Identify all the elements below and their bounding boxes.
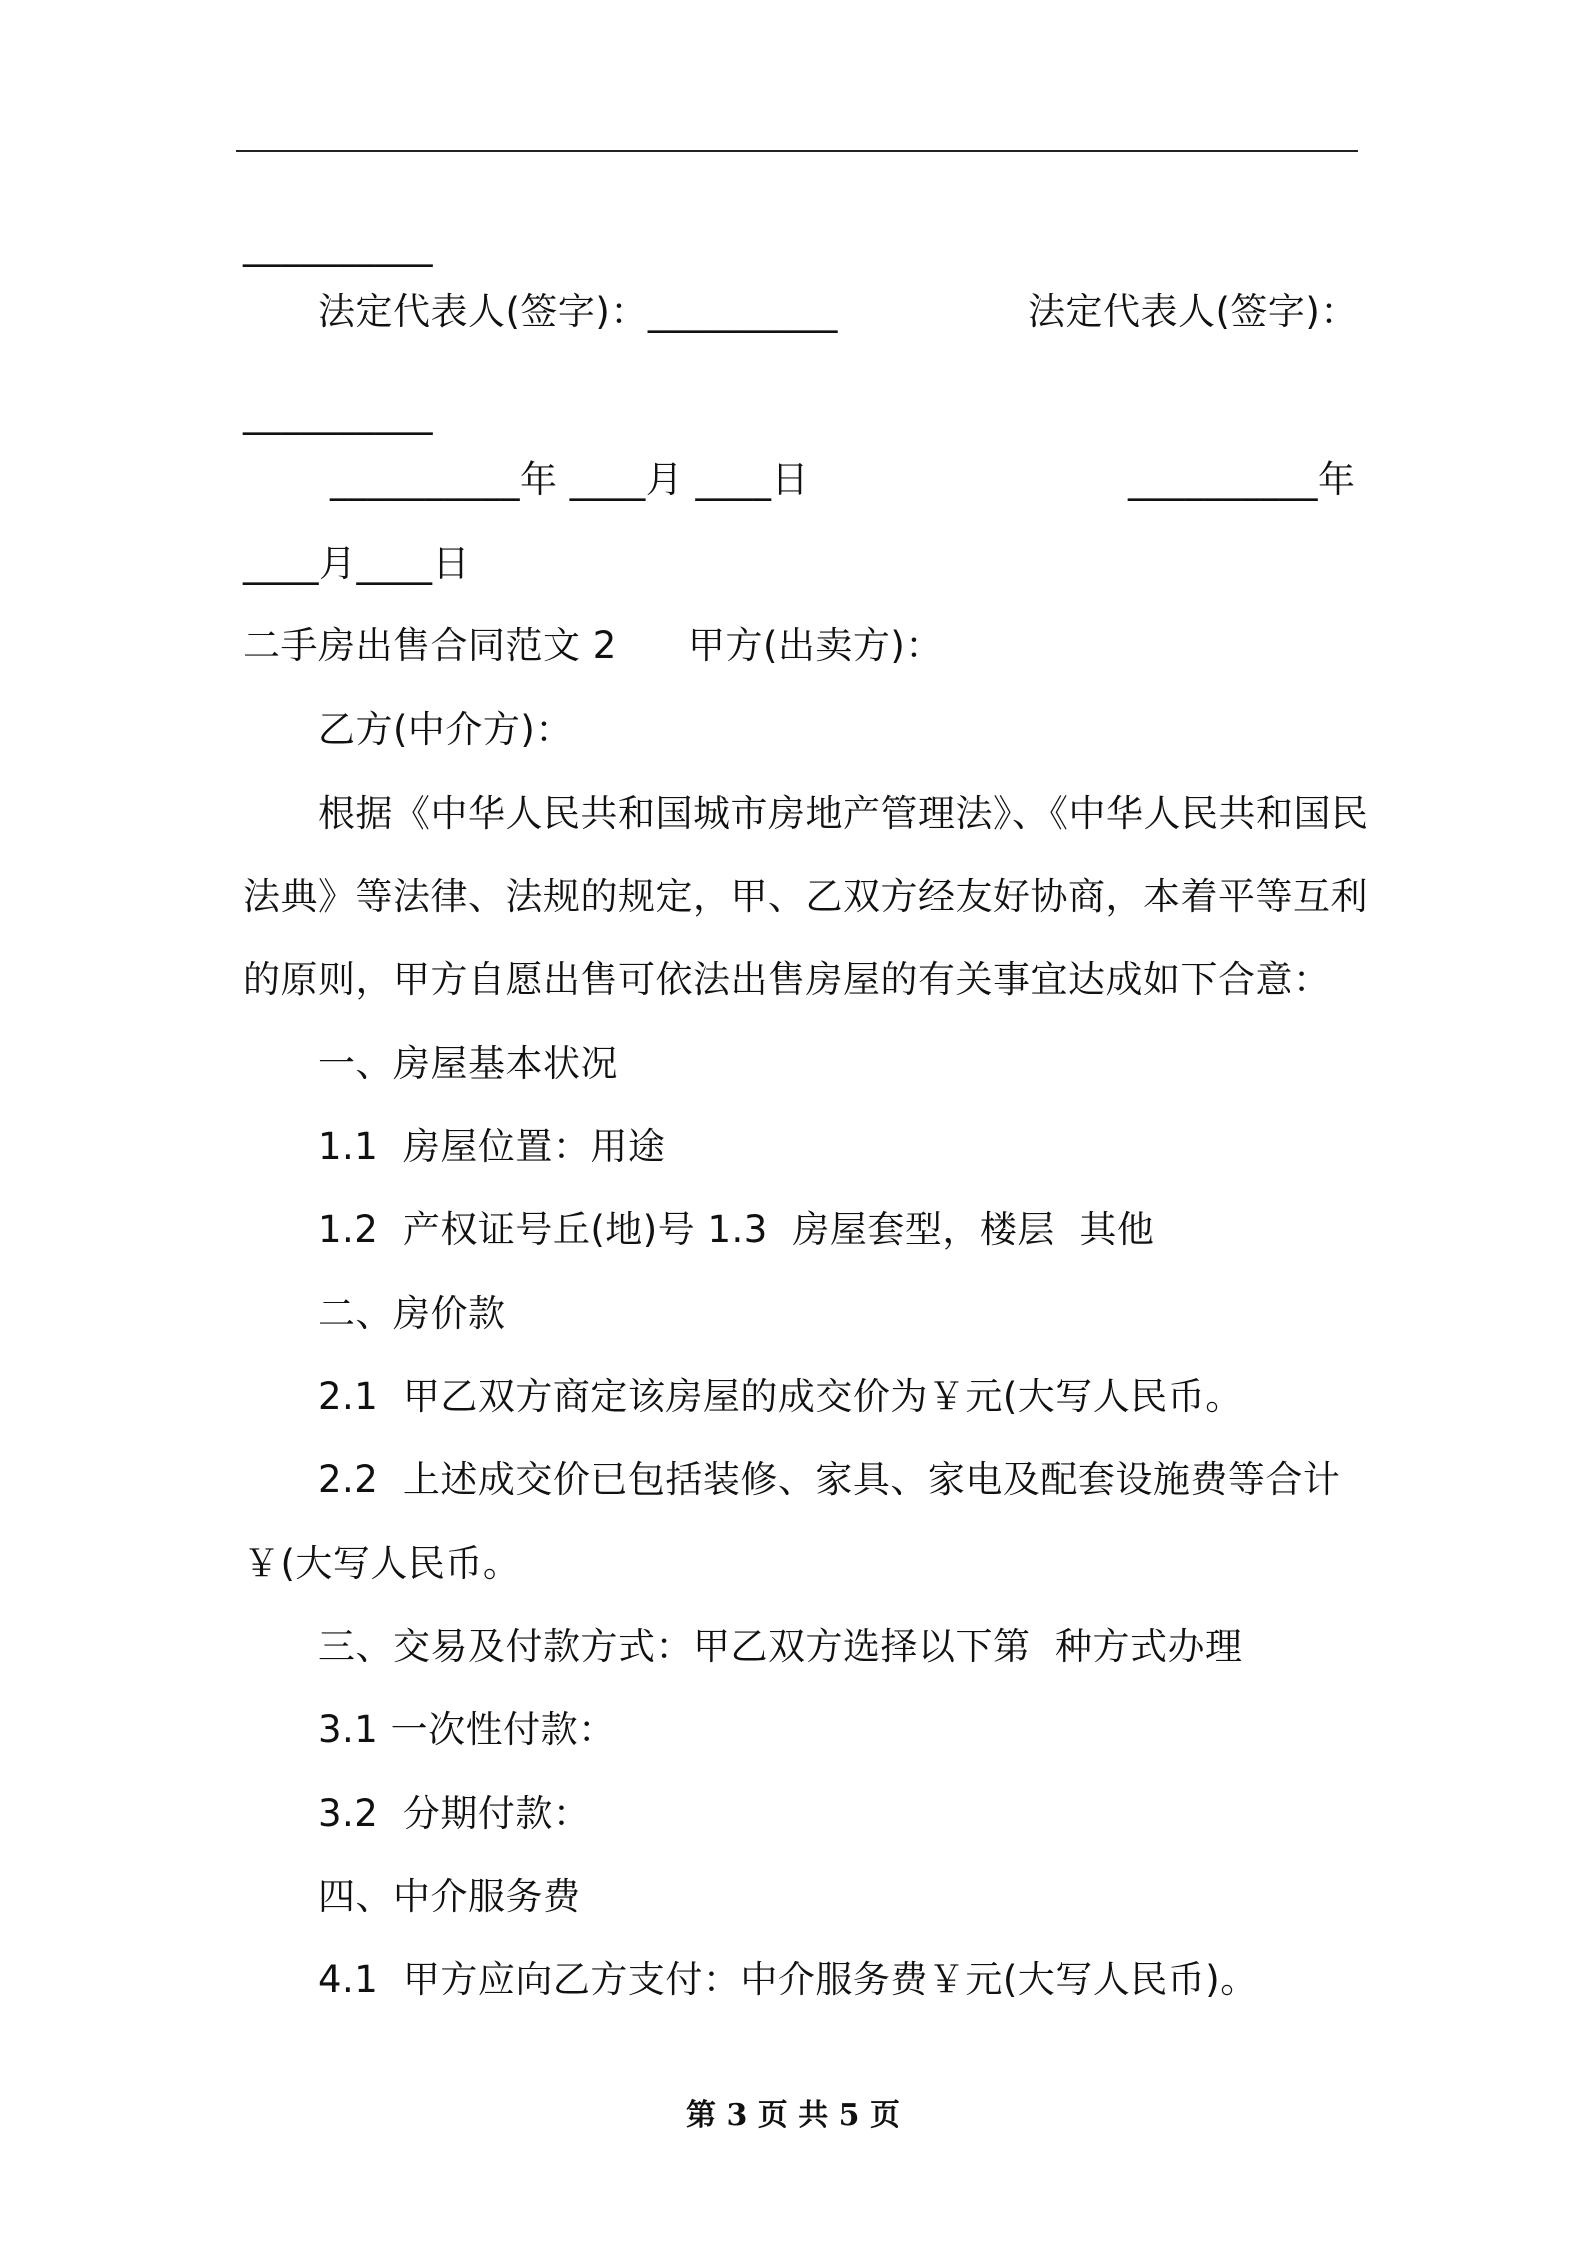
contract-title: 二手房出售合同范文 2	[243, 624, 617, 667]
clause-item: 3.1 一次性付款：	[318, 1708, 616, 1751]
clause-item-continuation: ￥(大写人民币。	[243, 1542, 521, 1585]
preamble-line: 法典》等法律、法规的规定，甲、乙双方经友好协商，本着平等互利	[243, 875, 1368, 918]
section-heading: 一、房屋基本状况	[318, 1042, 618, 1085]
legal-representative-signature-left: 法定代表人(签字)：__________	[318, 290, 838, 333]
clause-item: 4.1 甲方应向乙方支付：中介服务费￥元(大写人民币)。	[318, 1958, 1258, 2001]
page-number-footer: 第 3 页 共 5 页	[686, 2098, 900, 2133]
preamble-line: 根据《中华人民共和国城市房地产管理法》、《中华人民共和国民	[318, 792, 1369, 835]
signature-date-continuation: ____月____日	[243, 542, 470, 585]
section-heading: 二、房价款	[318, 1292, 506, 1335]
header-rule	[236, 150, 1358, 152]
signature-blank-line: __________	[243, 392, 433, 435]
section-heading: 三、交易及付款方式：甲乙双方选择以下第 种方式办理	[318, 1625, 1243, 1668]
signature-blank-line: __________	[243, 224, 433, 267]
legal-representative-signature-right: 法定代表人(签字)：	[1028, 290, 1358, 333]
clause-item: 3.2 分期付款：	[318, 1792, 591, 1835]
clause-item: 1.1 房屋位置：用途	[318, 1125, 666, 1168]
party-a-seller: 甲方(出卖方)：	[688, 624, 943, 667]
preamble-line: 的原则，甲方自愿出售可依法出售房屋的有关事宜达成如下合意：	[243, 958, 1331, 1001]
party-b-agent: 乙方(中介方)：	[318, 708, 573, 751]
clause-item: 1.2 产权证号丘(地)号 1.3 房屋套型，楼层 其他	[318, 1208, 1155, 1251]
section-heading: 四、中介服务费	[318, 1875, 581, 1918]
clause-item: 2.2 上述成交价已包括装修、家具、家电及配套设施费等合计	[318, 1458, 1341, 1501]
signature-date-left: __________年 ____月 ____日	[330, 458, 810, 501]
signature-date-right: __________年	[1128, 458, 1356, 501]
clause-item: 2.1 甲乙双方商定该房屋的成交价为￥元(大写人民币。	[318, 1375, 1243, 1418]
